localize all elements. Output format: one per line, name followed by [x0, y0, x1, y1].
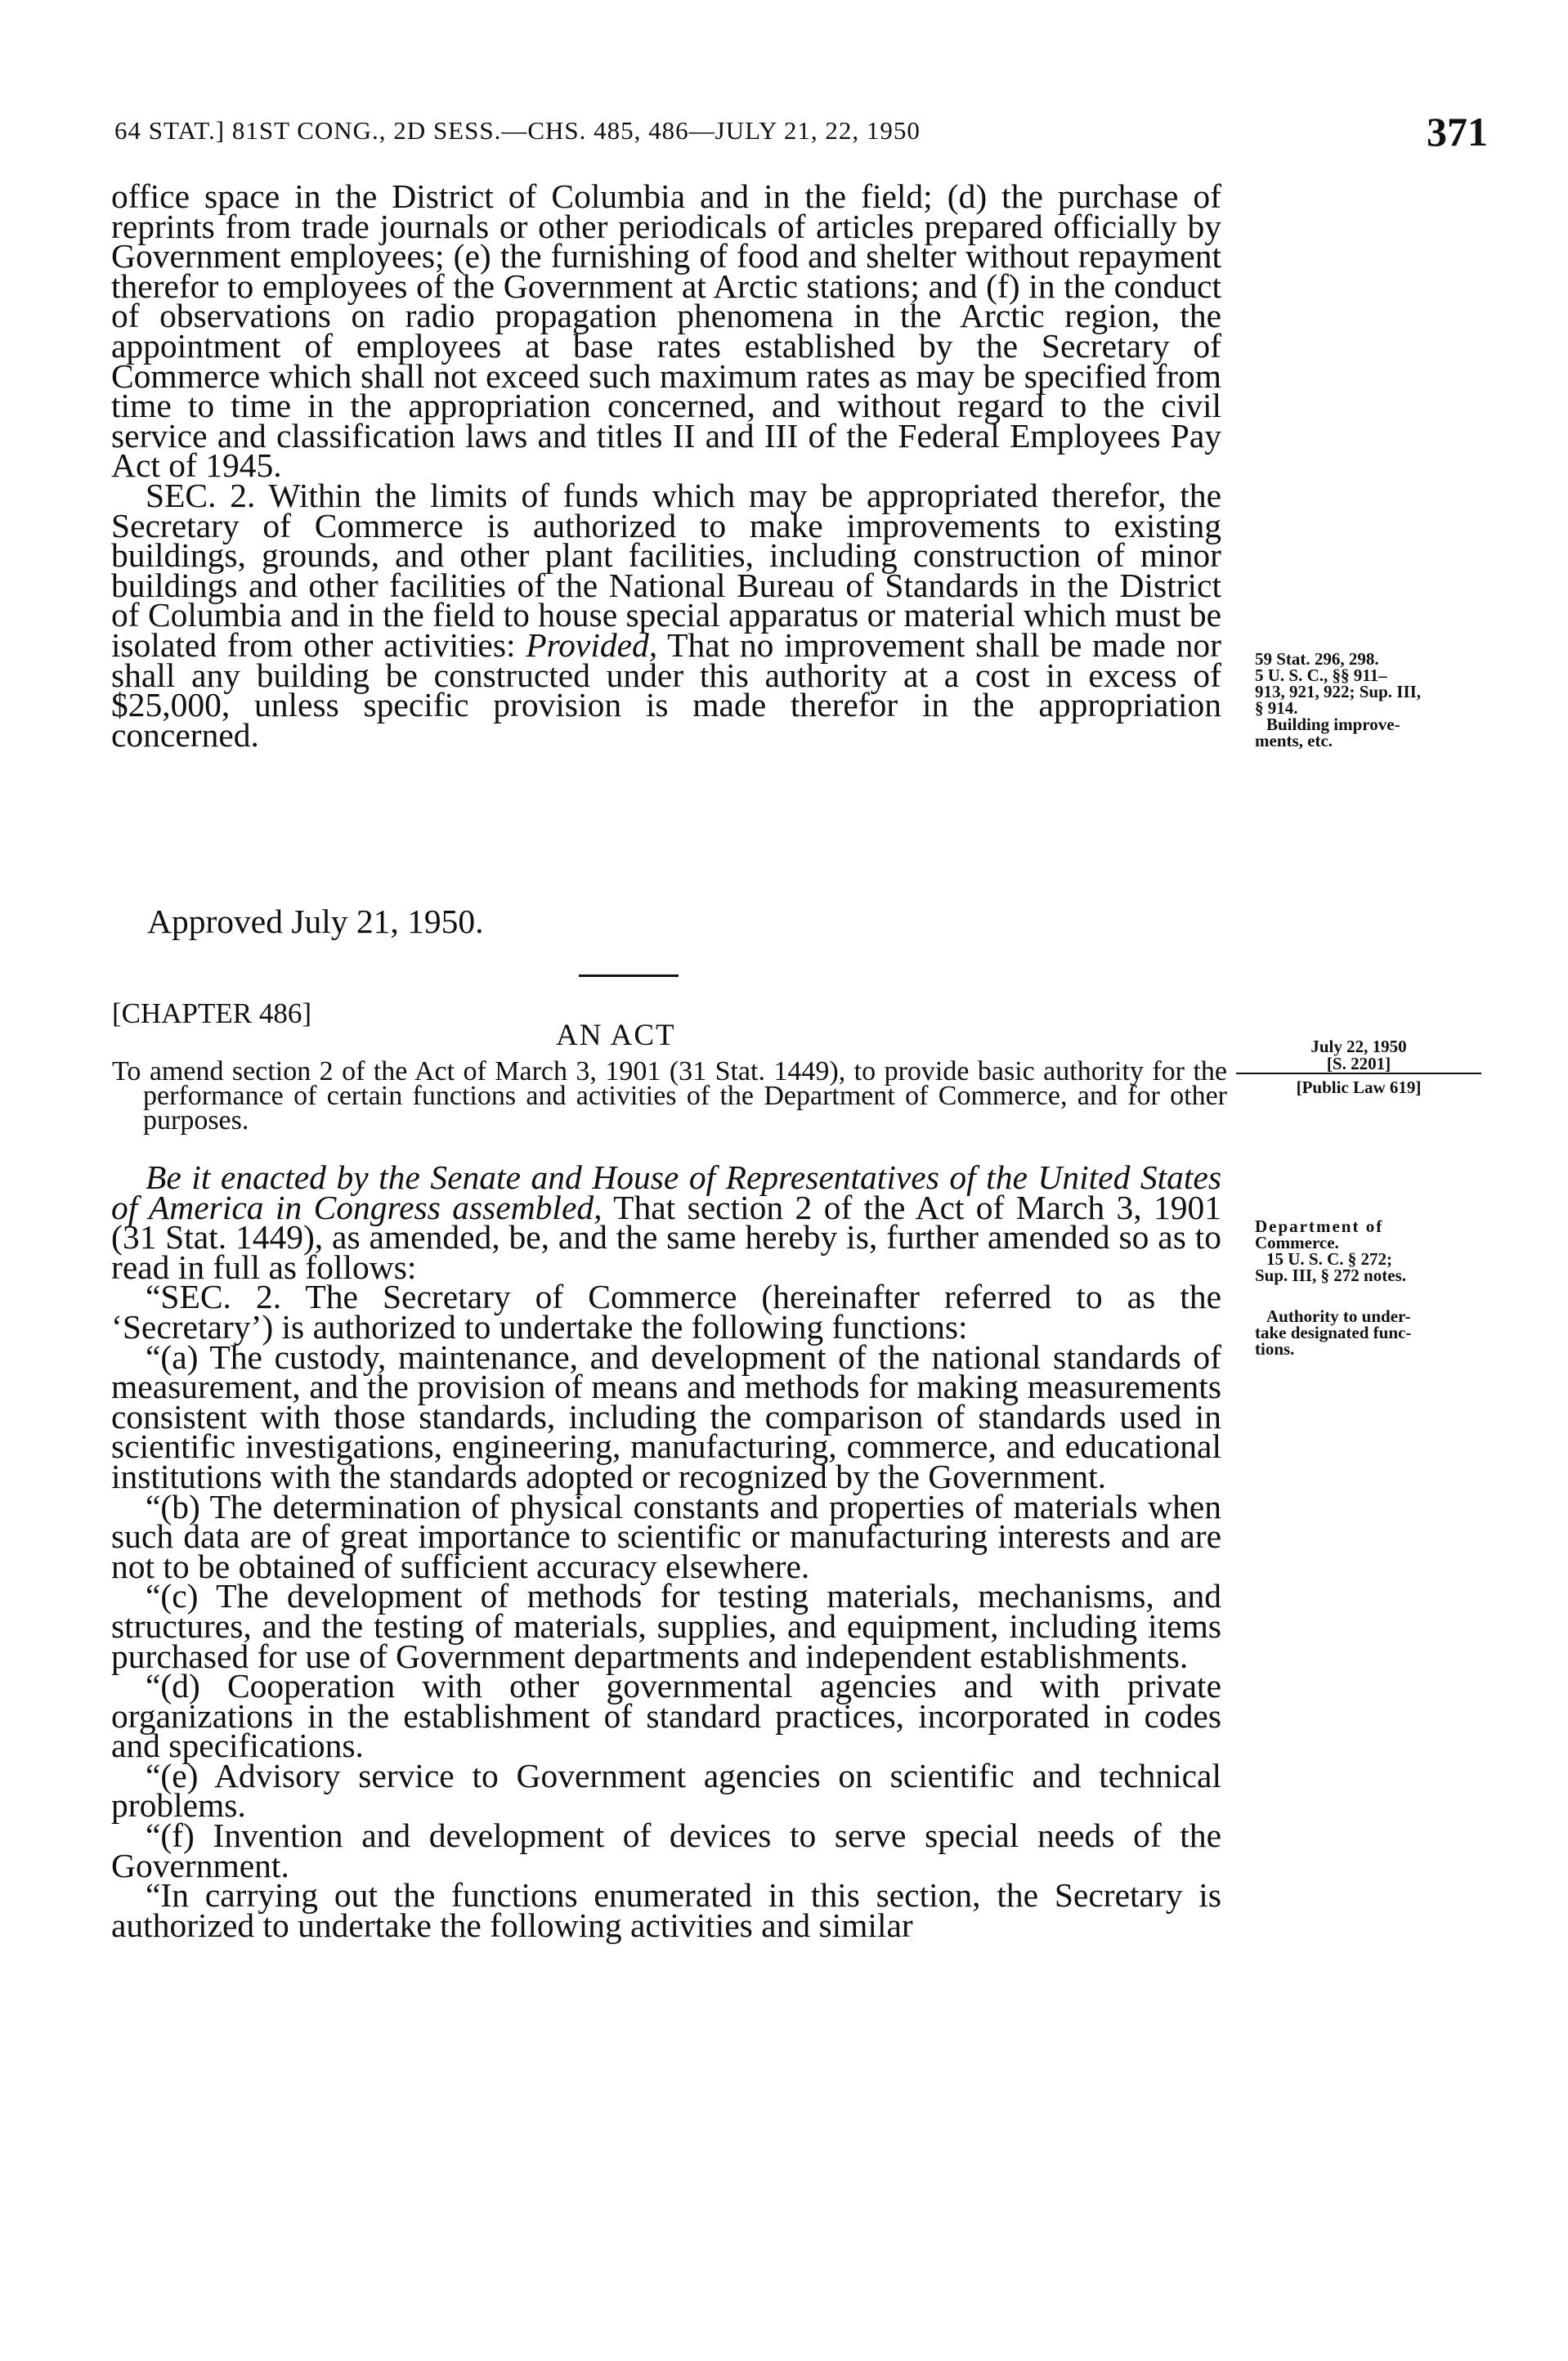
paragraph-continuation: office space in the District of Columbia and in the field; (d) the purchase of reprints from trade journals or other periodicals of articles prepared officially by Government employees; (e) the furnishing of food and shelter without repayment therefor to employees of the Government at Arctic stations; and (f) in the conduct of observations on radio propagation phenomena in the Arctic region, the appointment of employees at base rates established by the Secretary of Commerce which shall not exceed such maximum rates as may be specified from time to time in the appropriation concerned, and without regard to the civil service and classification laws and titles II and III of the Federal Employees Pay Act of 1945. — [111, 177, 1221, 485]
function-f: “(f) Invention and development of devices to serve special needs of the Government. — [111, 1817, 1221, 1884]
margin-dept-line: Department of — [1255, 1216, 1384, 1236]
date-bill-note — [1236, 1038, 1481, 1096]
running-head — [114, 109, 1488, 162]
margin-department-note — [1255, 1218, 1500, 1284]
sec-2-proviso: Provided, — [526, 625, 658, 664]
amended-sec-2: “SEC. 2. The Secretary of Commerce (hereinafter referred to as the ‘Secretary’) is authorized to undertake the following functions: — [111, 1278, 1221, 1346]
activities-intro: “In carrying out the functions enumerated in this section, the Secretary is authorized to undertake the following activities and similar — [111, 1876, 1221, 1944]
margin-citation-line: 5 U. S. C., §§ 911– — [1255, 665, 1387, 685]
approval-date: Approved July 21, 1950. — [147, 903, 484, 940]
function-b: “(b) The determination of physical constants and properties of materials when such data are of great importance to scientific or manufacturing interests and are not to be obtained of sufficient accuracy elsewhere. — [111, 1487, 1221, 1585]
margin-auth-line: tions. — [1255, 1339, 1295, 1359]
paragraph-sec-2 — [111, 476, 1221, 754]
margin-citation-line: § 914. — [1255, 698, 1298, 718]
margin-dept-line: Commerce. — [1255, 1233, 1339, 1252]
margin-building-line: ments, etc. — [1255, 731, 1333, 750]
act-title-text: To amend section 2 of the Act of March 3, 1901 (31 Stat. 1449), to provide basic authority for the performance of certain functions and activities of the Department of Commerce, and for other purposes. — [112, 1056, 1227, 1136]
margin-citation-line: 59 Stat. 296, 298. — [1255, 649, 1379, 669]
section-text-bottom — [111, 1158, 1221, 1944]
section-divider — [579, 974, 679, 977]
margin-dept-line: 15 U. S. C. § 272; — [1266, 1249, 1393, 1269]
enacting-clause — [111, 1158, 1221, 1286]
margin-authority-note — [1255, 1308, 1500, 1357]
margin-auth-line: Authority to under- — [1266, 1306, 1411, 1326]
sec-2-rest: That no improvement shall be made nor shall any building be constructed under this authority at a cost in excess of $25,000, unless specific provision is made therefor in the appropriation concerned. — [111, 625, 1221, 754]
margin-dept-line: Sup. III, § 272 notes. — [1255, 1266, 1406, 1285]
margin-citation-note — [1255, 651, 1500, 749]
sec-2-lead: SEC. 2. Within the limits of funds which may be appropriated therefor, the Secretary of Commerce is authorized to make improvements to existing buildings, grounds, and other plant facilities, including construction of minor buildings and other facilities of the National Bureau of Standards in the District of Columbia and in the field to house special apparatus or material which must be isolated from other activities: — [111, 476, 1221, 664]
page-number: 371 — [1427, 109, 1488, 155]
margin-citation-line: 913, 921, 922; Sup. III, — [1255, 682, 1422, 701]
function-a: “(a) The custody, maintenance, and development of the national standards of measurement, and the provision of means and methods for making measurements consistent with those standards, including the comparison of standards used in scientific investigations, engineering, manufacturing, commerce, and educational institutions with the standards adopted or recognized by the Government. — [111, 1337, 1221, 1495]
enacting-rest: That section 2 of the Act of March 3, 1901 (31 Stat. 1449), as amended, be, and the same hereby is, further amended so as to read in full as follows: — [111, 1188, 1221, 1286]
running-head-citation: 64 STAT.] 81ST CONG., 2D SESS.—CHS. 485, 486—JULY 21, 22, 1950 — [114, 116, 921, 145]
margin-building-line: Building improve- — [1266, 715, 1400, 734]
margin-auth-line: take designated func- — [1255, 1323, 1412, 1342]
function-e: “(e) Advisory service to Government agencies on scientific and technical problems. — [111, 1756, 1221, 1825]
function-c: “(c) The development of methods for testing materials, mechanisms, and structures, and the testing of materials, supplies, and equipment, including items purchased for use of Government departments and independent establishments. — [111, 1577, 1221, 1675]
section-text-top — [111, 177, 1221, 754]
act-title — [112, 1056, 1227, 1136]
public-law-number: [Public Law 619] — [1296, 1077, 1422, 1097]
chapter-label: [CHAPTER 486] — [112, 997, 312, 1029]
enacting-formula: Be it enacted by the Senate and House of Representatives of the United States of America in Congress assembled, — [111, 1158, 1221, 1226]
act-date: July 22, 1950 — [1310, 1037, 1407, 1056]
an-act-heading: AN ACT — [556, 1019, 676, 1052]
bill-number: [S. 2201] — [1236, 1055, 1481, 1074]
function-d: “(d) Cooperation with other governmental agencies and with private organizations in the establishment of standard practices, incorporated in codes and specifications. — [111, 1667, 1221, 1765]
